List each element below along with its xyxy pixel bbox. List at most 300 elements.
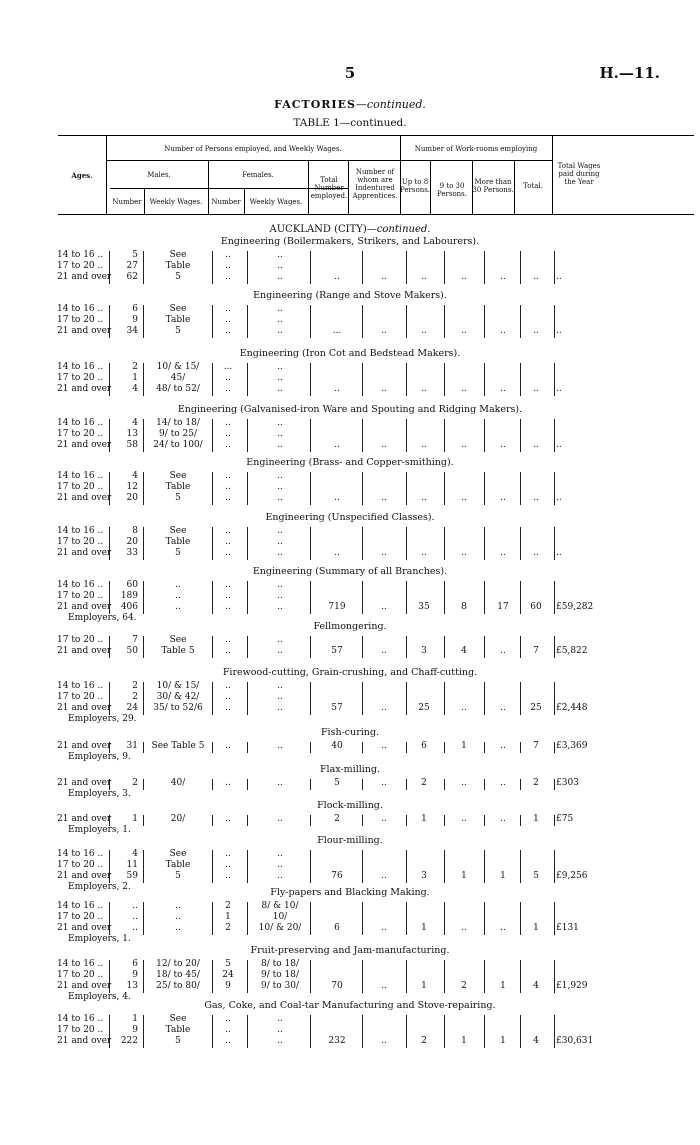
table-cell: 17 to 20 .. <box>57 970 104 980</box>
table-cell: .. <box>225 261 231 271</box>
table-cell: .. <box>277 418 283 428</box>
table-cell: .. <box>461 814 467 824</box>
table-cell: .. <box>225 814 231 824</box>
table-cell: £131 <box>556 923 579 933</box>
table-cell: 8/ & 10/ <box>261 901 299 911</box>
table-cell: 5 <box>175 326 181 336</box>
table-cell: 60 <box>530 602 542 612</box>
table-cell: .. <box>175 580 181 590</box>
table-cell: .. <box>225 849 231 859</box>
table-cell: .. <box>225 250 231 260</box>
table-cell: 58 <box>126 440 138 450</box>
header-workrooms: Number of Work-rooms employing <box>414 145 538 153</box>
title-main: FACTORIES <box>274 98 356 111</box>
table-cell: .. <box>225 326 231 336</box>
table-cell: 1 <box>461 1036 467 1046</box>
table-cell: 34 <box>126 326 138 336</box>
table-cell: .. <box>277 526 283 536</box>
table-cell: 2 <box>533 778 539 788</box>
section-title: Fellmongering. <box>313 621 387 632</box>
table-cell: .. <box>225 741 231 751</box>
table-cell: .. <box>500 326 506 336</box>
table-cell: .. <box>500 272 506 282</box>
table-cell: 17 to 20 .. <box>57 860 104 870</box>
table-cell: .. <box>277 814 283 824</box>
table-cell: .. <box>277 482 283 492</box>
table-cell: .. <box>277 548 283 558</box>
table-cell: 21 and over <box>57 778 112 788</box>
table-cell: 2 <box>132 692 138 702</box>
header-males: Males. <box>147 171 171 179</box>
table-cell: 9 <box>225 981 231 991</box>
table-cell: £9,256 <box>556 871 588 881</box>
table-cell: .. <box>533 493 539 503</box>
table-cell: .. <box>461 778 467 788</box>
table-subtitle: TABLE 1—continued. <box>293 117 407 129</box>
table-cell: .. <box>277 692 283 702</box>
table-cell: .. <box>277 681 283 691</box>
table-cell: .. <box>461 272 467 282</box>
table-cell: 9 <box>132 1025 138 1035</box>
table-cell: 24 <box>126 703 138 713</box>
table-cell: 9/ to 25/ <box>159 429 197 439</box>
header-upto8: Up to 8 Persons. <box>400 178 431 194</box>
table-cell: 5 <box>175 272 181 282</box>
table-cell: .. <box>225 429 231 439</box>
table-cell: 21 and over <box>57 384 112 394</box>
table-cell: .. <box>381 326 387 336</box>
table-cell: 2 <box>132 778 138 788</box>
table-cell: 2 <box>461 981 467 991</box>
header-total: Total Number employed. <box>310 176 348 200</box>
table-cell: .. <box>277 326 283 336</box>
table-cell: 7 <box>132 635 138 645</box>
table-cell: 9/ to 18/ <box>261 970 299 980</box>
table-cell: .. <box>277 493 283 503</box>
header-apprentices: Number of whom are Indentured Apprentices. <box>352 168 398 200</box>
table-cell: 12 <box>126 482 138 492</box>
table-cell: .. <box>556 326 562 336</box>
table-cell: 4 <box>132 471 138 481</box>
table-cell: .. <box>500 778 506 788</box>
title-cont: —continued. <box>355 98 426 111</box>
region-cont: —continued. <box>366 224 431 235</box>
table-row <box>0 326 700 338</box>
table-cell: .. <box>225 548 231 558</box>
table-cell: 7 <box>533 741 539 751</box>
section-title: Engineering (Brass- and Copper-smithing). <box>246 457 454 468</box>
table-cell: 10/ <box>272 912 288 922</box>
table-cell: .. <box>175 912 181 922</box>
section-title: Gas, Coke, and Coal-tar Manufacturing and Stove-repairing. <box>204 1000 496 1011</box>
header-ages: Ages. <box>71 171 93 180</box>
table-cell: .. <box>225 384 231 394</box>
table-cell: 17 to 20 .. <box>57 373 104 383</box>
table-cell: .. <box>225 860 231 870</box>
table-cell: 5 <box>175 548 181 558</box>
table-cell: £2,448 <box>556 703 588 713</box>
table-cell: 17 to 20 .. <box>57 912 104 922</box>
table-cell: 5 <box>175 871 181 881</box>
table-cell: 20/ <box>170 814 186 824</box>
table-cell: 21 and over <box>57 440 112 450</box>
table-cell: 6 <box>132 304 138 314</box>
table-cell: .. <box>225 1036 231 1046</box>
section-title: Engineering (Unspecified Classes). <box>265 512 435 523</box>
table-cell: .. <box>225 493 231 503</box>
table-cell: .. <box>461 548 467 558</box>
region-name: AUCKLAND (CITY) <box>269 224 367 235</box>
section-title: Engineering (Summary of all Branches). <box>252 566 448 577</box>
employers-note: Employers, 2. <box>68 882 131 892</box>
region-heading <box>0 224 700 235</box>
table-cell: 1 <box>132 373 138 383</box>
table-cell: 1 <box>533 814 539 824</box>
header-more30: More than 30 Persons. <box>472 178 514 194</box>
table-cell: .. <box>381 741 387 751</box>
table-cell: .. <box>277 849 283 859</box>
table-cell: 14 to 16 .. <box>57 681 104 691</box>
table-cell: £59,282 <box>556 602 594 612</box>
header-females: Females. <box>242 171 274 179</box>
table-cell: Table <box>165 315 191 325</box>
table-cell: 14 to 16 .. <box>57 418 104 428</box>
table-cell: See <box>169 526 187 536</box>
table-cell: .. <box>277 580 283 590</box>
table-cell: 5 <box>334 778 340 788</box>
table-cell: .. <box>461 326 467 336</box>
table-cell: 35 <box>418 602 430 612</box>
table-row <box>0 384 700 396</box>
table-cell: 21 and over <box>57 1036 112 1046</box>
section-title: Engineering (Galvanised-iron Ware and Spouting and Ridging Makers). <box>177 404 523 415</box>
table-cell: 25 <box>418 703 430 713</box>
table-cell: .. <box>334 440 340 450</box>
table-cell: .. <box>277 362 283 372</box>
section-title: Engineering (Iron Cot and Bedstead Makers). <box>239 348 461 359</box>
table-cell: 1 <box>421 923 427 933</box>
table-cell: 24/ to 100/ <box>153 440 203 450</box>
table-cell: 17 to 20 .. <box>57 429 104 439</box>
table-cell: .. <box>381 1036 387 1046</box>
table-cell: .. <box>533 326 539 336</box>
header-total-rooms: Total. <box>523 182 543 190</box>
table-cell: .. <box>461 440 467 450</box>
table-cell: 14 to 16 .. <box>57 250 104 260</box>
table-cell: 14 to 16 .. <box>57 849 104 859</box>
header-persons: Number of Persons employed, and Weekly Wages. <box>164 145 342 153</box>
table-cell: 4 <box>533 1036 539 1046</box>
table-cell: .. <box>277 373 283 383</box>
table-cell: 1 <box>421 814 427 824</box>
table-cell: 12/ to 20/ <box>156 959 200 969</box>
table-cell: 7 <box>533 646 539 656</box>
table-cell: 4 <box>533 981 539 991</box>
table-cell: .. <box>277 537 283 547</box>
table-cell: .. <box>381 981 387 991</box>
table-cell: .. <box>277 1036 283 1046</box>
table-cell: 5 <box>225 959 231 969</box>
table-cell: 10/ & 20/ <box>258 923 302 933</box>
table-cell: 40/ <box>170 778 186 788</box>
table-cell: 20 <box>126 537 138 547</box>
table-cell: 1 <box>500 871 506 881</box>
header-wages: Total Wages paid during the Year <box>557 162 601 186</box>
table-cell: 57 <box>331 646 343 656</box>
table-cell: .. <box>500 814 506 824</box>
table-cell: .. <box>225 418 231 428</box>
table-cell: 2 <box>334 814 340 824</box>
table-cell: .. <box>381 778 387 788</box>
table-cell: .. <box>421 440 427 450</box>
employers-note: Employers, 3. <box>68 789 131 799</box>
employers-note: Employers, 4. <box>68 992 131 1002</box>
table-cell: Table <box>165 482 191 492</box>
table-cell: 25/ to 80/ <box>156 981 200 991</box>
table-cell: 21 and over <box>57 493 112 503</box>
table-cell: 10/ & 15/ <box>156 681 200 691</box>
section-title: Fish-curing. <box>320 727 380 738</box>
table-cell: .. <box>334 548 340 558</box>
table-cell: .. <box>225 537 231 547</box>
table-cell: 60 <box>126 580 138 590</box>
table-cell: 9 <box>132 970 138 980</box>
table-cell: .. <box>533 384 539 394</box>
table-cell: .. <box>461 703 467 713</box>
table-cell: .. <box>225 315 231 325</box>
table-cell: 48/ to 52/ <box>156 384 200 394</box>
table-cell: 4 <box>132 849 138 859</box>
table-cell: 40 <box>331 741 343 751</box>
table-cell: .. <box>421 326 427 336</box>
table-cell: 57 <box>331 703 343 713</box>
table-cell: .. <box>533 548 539 558</box>
table-cell: 21 and over <box>57 814 112 824</box>
table-cell: .. <box>277 1014 283 1024</box>
table-cell: 13 <box>126 429 138 439</box>
table-cell: .. <box>277 860 283 870</box>
table-cell: 10/ & 15/ <box>156 362 200 372</box>
table-cell: .. <box>277 261 283 271</box>
table-cell: .. <box>461 384 467 394</box>
table-cell: 21 and over <box>57 703 112 713</box>
table-cell: .. <box>500 493 506 503</box>
table-cell: 406 <box>120 602 138 612</box>
table-cell: .. <box>225 703 231 713</box>
table-cell: 719 <box>328 602 346 612</box>
table-cell: .. <box>175 901 181 911</box>
table-cell: .. <box>277 871 283 881</box>
table-cell: 18/ to 45/ <box>156 970 200 980</box>
section-title: Engineering (Range and Stove Makers). <box>253 290 447 301</box>
table-cell: .. <box>461 493 467 503</box>
table-cell: .. <box>277 741 283 751</box>
table-cell: .. <box>277 602 283 612</box>
table-cell: 21 and over <box>57 981 112 991</box>
table-cell: .. <box>225 778 231 788</box>
table-cell: 2 <box>421 1036 427 1046</box>
table-cell: 17 to 20 .. <box>57 692 104 702</box>
table-cell: 21 and over <box>57 326 112 336</box>
table-cell: 2 <box>132 362 138 372</box>
header-male-number: Number <box>112 198 142 206</box>
table-cell: 1 <box>421 981 427 991</box>
section-title: Flax-milling. <box>319 764 381 775</box>
table-cell: 9 <box>132 315 138 325</box>
table-row <box>0 440 700 452</box>
table-cell: .. <box>556 493 562 503</box>
table-cell: 3 <box>421 646 427 656</box>
table-cell: .. <box>381 871 387 881</box>
table-cell: .. <box>381 493 387 503</box>
table-cell: See <box>169 304 187 314</box>
table-cell: .. <box>277 250 283 260</box>
page-number: 5 <box>344 64 356 82</box>
table-cell: 4 <box>132 418 138 428</box>
table-cell: .. <box>381 923 387 933</box>
table-cell: .. <box>225 304 231 314</box>
table-cell: 11 <box>126 860 138 870</box>
table-cell: 17 to 20 .. <box>57 315 104 325</box>
table-cell: .. <box>277 315 283 325</box>
table-cell: 14 to 16 .. <box>57 526 104 536</box>
table-cell: 9/ to 30/ <box>261 981 299 991</box>
table-cell: 76 <box>331 871 343 881</box>
table-cell: .. <box>381 548 387 558</box>
table-cell: .. <box>381 440 387 450</box>
table-cell: 8 <box>132 526 138 536</box>
table-cell: £75 <box>556 814 574 824</box>
table-cell: £1,929 <box>556 981 588 991</box>
table-cell: .. <box>556 384 562 394</box>
table-cell: Table 5 <box>161 646 195 656</box>
table-cell: .. <box>225 440 231 450</box>
header-female-number: Number <box>211 198 241 206</box>
table-cell: 1 <box>225 912 231 922</box>
table-header <box>58 135 694 215</box>
table-cell: 14 to 16 .. <box>57 580 104 590</box>
table-cell: 4 <box>461 646 467 656</box>
table-cell: 14 to 16 .. <box>57 901 104 911</box>
table-cell: .. <box>277 1025 283 1035</box>
table-cell: 17 to 20 .. <box>57 537 104 547</box>
document-title <box>0 98 700 111</box>
table-cell: 21 and over <box>57 548 112 558</box>
table-cell: See <box>169 849 187 859</box>
table-cell: .. <box>225 591 231 601</box>
table-cell: .. <box>500 440 506 450</box>
section-title: Fly-papers and Blacking Making. <box>270 887 430 898</box>
employers-note: Employers, 9. <box>68 752 131 762</box>
section-title: Engineering (Boilermakers, Strikers, and Labourers). <box>220 236 480 247</box>
employers-note: Employers, 29. <box>68 714 137 724</box>
table-cell: .. <box>334 272 340 282</box>
page-code: H.—11. <box>599 64 660 82</box>
table-cell: .. <box>277 778 283 788</box>
table-cell: .. <box>381 646 387 656</box>
table-cell: .. <box>533 440 539 450</box>
table-cell: ... <box>223 362 233 372</box>
table-cell: 13 <box>126 981 138 991</box>
table-cell: .. <box>225 373 231 383</box>
table-cell: See Table 5 <box>151 741 205 751</box>
table-cell: See <box>169 471 187 481</box>
section-title: Flour-milling. <box>317 835 383 846</box>
table-cell: .. <box>225 482 231 492</box>
table-cell: .. <box>277 646 283 656</box>
table-cell: 27 <box>126 261 138 271</box>
table-cell: 14 to 16 .. <box>57 304 104 314</box>
table-cell: 24 <box>222 970 234 980</box>
table-cell: 1 <box>461 741 467 751</box>
table-cell: £5,822 <box>556 646 588 656</box>
table-cell: £30,631 <box>556 1036 594 1046</box>
table-cell: .. <box>132 901 138 911</box>
table-cell: 17 to 20 .. <box>57 482 104 492</box>
table-cell: .. <box>277 591 283 601</box>
table-cell: .. <box>225 681 231 691</box>
table-cell: .. <box>175 602 181 612</box>
table-cell: 17 to 20 .. <box>57 261 104 271</box>
table-cell: 1 <box>500 1036 506 1046</box>
table-cell: 2 <box>225 923 231 933</box>
table-cell: Table <box>165 261 191 271</box>
table-cell: 5 <box>175 493 181 503</box>
table-cell: 50 <box>126 646 138 656</box>
table-cell: 21 and over <box>57 871 112 881</box>
table-cell: .. <box>556 548 562 558</box>
table-cell: .. <box>225 471 231 481</box>
table-cell: 14 to 16 .. <box>57 362 104 372</box>
table-cell: .. <box>381 703 387 713</box>
table-cell: £3,369 <box>556 741 588 751</box>
table-cell: .. <box>277 471 283 481</box>
table-cell: .. <box>381 272 387 282</box>
table-cell: .. <box>500 923 506 933</box>
table-cell: 14 to 16 .. <box>57 471 104 481</box>
table-cell: 35/ to 52/6 <box>153 703 203 713</box>
table-cell: .. <box>277 440 283 450</box>
table-cell: .. <box>421 493 427 503</box>
table-cell: 8/ to 18/ <box>261 959 299 969</box>
table-cell: 45/ <box>170 373 186 383</box>
table-cell: 31 <box>126 741 138 751</box>
table-cell: .. <box>225 1025 231 1035</box>
employers-note: Employers, 64. <box>68 613 137 623</box>
section-title: Flock-milling. <box>317 800 383 811</box>
table-cell: 17 to 20 .. <box>57 591 104 601</box>
table-cell: .. <box>277 703 283 713</box>
table-cell: .. <box>334 384 340 394</box>
table-cell: .. <box>225 692 231 702</box>
table-cell: .. <box>500 384 506 394</box>
table-row <box>0 548 700 560</box>
table-cell: .. <box>421 548 427 558</box>
table-cell: Table <box>165 537 191 547</box>
table-cell: .. <box>225 580 231 590</box>
table-cell: .. <box>225 272 231 282</box>
table-cell: .. <box>277 384 283 394</box>
table-cell: 21 and over <box>57 272 112 282</box>
table-cell: .. <box>277 272 283 282</box>
table-cell: 2 <box>225 901 231 911</box>
table-cell: .. <box>175 591 181 601</box>
table-cell: 21 and over <box>57 602 112 612</box>
table-cell: .. <box>461 923 467 933</box>
table-cell: .. <box>225 602 231 612</box>
table-cell: See <box>169 250 187 260</box>
table-cell: .. <box>500 548 506 558</box>
